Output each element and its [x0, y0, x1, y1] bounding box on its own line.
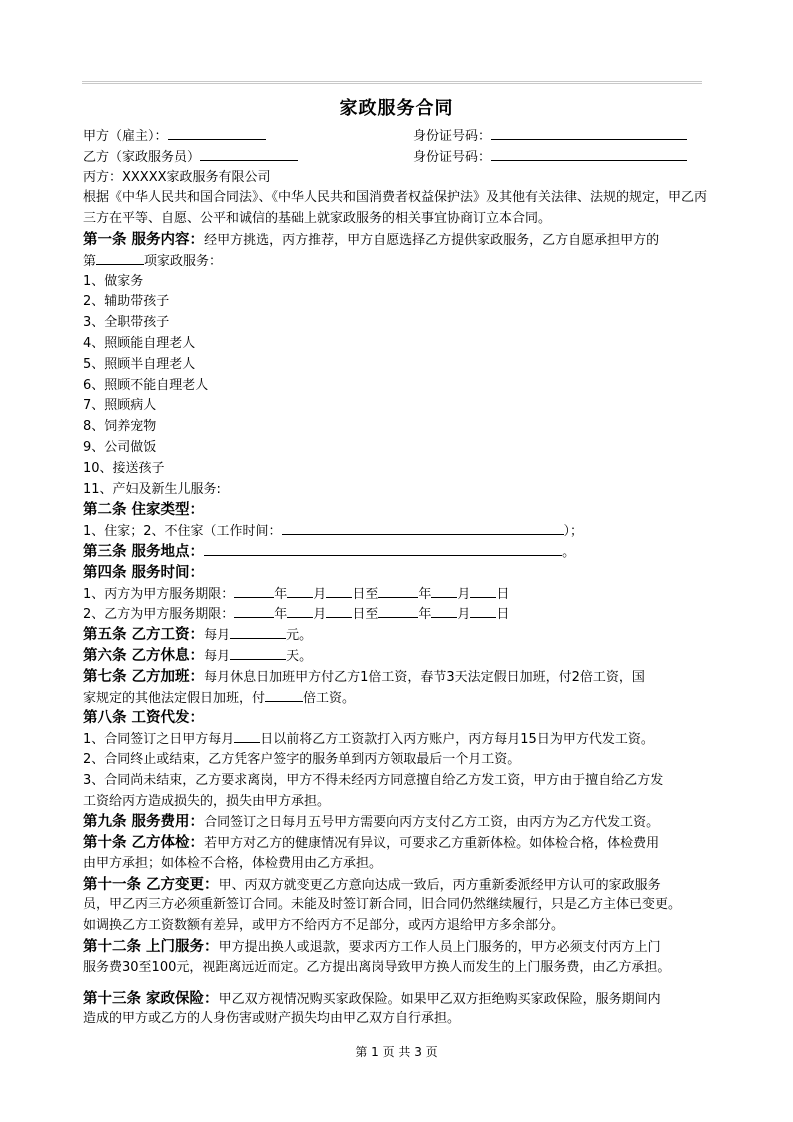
blank — [287, 584, 313, 598]
article-4-heading: 第四条 服务时间： — [83, 564, 205, 581]
month-label: 月 — [313, 607, 327, 623]
article-1-text: 经甲方挑选，丙方推荐，甲方自愿选择乙方提供家政服务，乙方自愿承担甲方的 — [204, 232, 660, 248]
article-10-text-2: 由甲方承担；如体检不合格，体检费用由乙方承担。 — [83, 855, 383, 871]
service-item: 3、全职带孩子 — [83, 315, 170, 331]
month-label: 月 — [313, 586, 327, 602]
month-label: 月 — [457, 586, 471, 602]
article-12-heading: 第十二条 上门服务： — [83, 939, 219, 956]
article-7-heading: 第七条 乙方加班： — [83, 668, 205, 685]
article-8-line-4: 工资给丙方造成损失的，损失由甲方承担。 — [83, 793, 331, 809]
pay-day-blank — [234, 729, 260, 743]
term-2-label: 2、乙方为甲方服务期限： — [83, 607, 235, 623]
service-item: 4、照顾能自理老人 — [83, 335, 196, 351]
service-item: 2、辅助带孩子 — [83, 294, 170, 310]
day-label: 日 — [496, 607, 510, 623]
id-blank-a — [491, 126, 687, 140]
party-a-blank — [168, 126, 266, 140]
article-7-end: 倍工资。 — [303, 690, 356, 706]
year-label: 年 — [418, 607, 432, 623]
party-b-label: 乙方（家政服务员） — [83, 149, 201, 165]
article-6-heading: 第六条 乙方休息： — [83, 647, 205, 664]
article-9-text: 合同签订之日每月五号甲方需要向丙方支付乙方工资，由丙方为乙方代发工资。 — [204, 815, 660, 831]
party-b-line — [83, 147, 713, 168]
article-7-text: 每月休息日加班甲方付乙方1倍工资，春节3天法定假日加班，付2倍工资，国 — [204, 669, 645, 685]
work-time-blank — [282, 521, 564, 535]
salary-blank — [230, 625, 286, 639]
term-line-1 — [83, 584, 713, 605]
article-12-text: 甲方提出换人或退款，要求丙方工作人员上门服务的，甲方必须支付丙方上门 — [218, 940, 661, 956]
contract-body — [83, 126, 713, 1030]
article-13-text: 甲乙双方视情况购买家政保险。如果甲乙双方拒绝购买家政保险，服务期间内 — [218, 991, 661, 1007]
month-label: 月 — [457, 607, 471, 623]
article-11-heading: 第十一条 乙方变更： — [83, 876, 219, 893]
article-2-text: 1、住家；2、不住家（工作时间： — [83, 524, 282, 540]
article-5-end: 元。 — [286, 628, 313, 644]
service-item: 10、接送孩子 — [83, 460, 165, 476]
article-5-text: 每月 — [204, 628, 231, 644]
article-1-prefix: 第 — [83, 253, 97, 269]
article-3-end: 。 — [562, 544, 576, 560]
blank — [431, 584, 457, 598]
party-a-label: 甲方（雇主）： — [83, 129, 168, 144]
blank — [234, 584, 274, 598]
service-item: 8、饲养宠物 — [83, 419, 157, 435]
article-3-heading: 第三条 服务地点： — [83, 543, 205, 560]
blank — [287, 604, 313, 618]
id-label-a: 身份证号码： — [413, 129, 492, 144]
blank — [326, 584, 352, 598]
article-6-end: 天。 — [286, 648, 313, 664]
article-13-text-2: 造成的甲方或乙方的人身伤害或财产损失均由甲乙双方自行承担。 — [83, 1011, 461, 1027]
blank — [326, 604, 352, 618]
article-8-line-1-end: 日以前将乙方工资款打入丙方账户，丙方每月15日为甲方代发工资。 — [260, 732, 654, 748]
article-11-text-2: 员，甲乙丙三方必须重新签订合同。未能及时签订新合同，旧合同仍然继续履行，只是乙方主体已变更。 — [83, 897, 682, 913]
to-label: 日至 — [352, 586, 379, 602]
blank — [234, 604, 274, 618]
service-item: 7、照顾病人 — [83, 398, 157, 414]
article-1-blank — [96, 251, 144, 265]
article-5-heading: 第五条 乙方工资： — [83, 627, 205, 644]
article-8-line-2: 2、合同终止或结束，乙方凭客户签字的服务单到丙方领取最后一个月工资。 — [83, 751, 521, 767]
article-11-text-3: 如调换乙方工资数额有差异，或甲方不给丙方不足部分，或丙方退给甲方多余部分。 — [83, 918, 565, 934]
article-1-suffix: 项家政服务： — [144, 253, 223, 269]
service-location-blank — [204, 542, 562, 556]
article-1-heading: 第一条 服务内容： — [83, 231, 205, 248]
to-label: 日至 — [352, 607, 379, 623]
service-item: 6、照顾不能自理老人 — [83, 377, 209, 393]
article-2-end: ）； — [563, 524, 584, 540]
overtime-multiple-blank — [265, 688, 303, 702]
blank — [431, 604, 457, 618]
id-label-b: 身份证号码： — [413, 149, 492, 165]
service-item: 11、产妇及新生儿服务: — [83, 481, 221, 497]
article-8-line-3: 3、合同尚未结束，乙方要求离岗，甲方不得未经丙方同意擅自给乙方发工资，甲方由于擅自给乙方发 — [83, 772, 664, 788]
page-footer: 第 1 页 共 3 页 — [355, 1045, 438, 1059]
year-label: 年 — [274, 607, 288, 623]
year-label: 年 — [274, 586, 288, 602]
term-1-label: 1、丙方为甲方服务期限： — [83, 586, 235, 602]
year-label: 年 — [418, 586, 432, 602]
day-label: 日 — [496, 586, 510, 602]
intro-paragraph: 根据《中华人民共和国合同法》、《中华人民共和国消费者权益保护法》及其他有关法律、法规的规定，甲乙丙三方在平等、自愿、公平和诚信的基础上就家政服务的相关事宜协商订立本合同。 — [83, 190, 708, 227]
blank — [470, 604, 496, 618]
article-13-heading: 第十三条 家政保险： — [83, 990, 219, 1007]
article-6-text: 每月 — [204, 648, 231, 664]
service-item: 1、做家务 — [83, 273, 144, 289]
article-10-heading: 第十条 乙方体检： — [83, 835, 205, 852]
article-9-heading: 第九条 服务费用： — [83, 814, 205, 831]
blank — [378, 584, 418, 598]
service-item: 5、照顾半自理老人 — [83, 356, 196, 372]
service-item: 9、公司做饭 — [83, 439, 157, 455]
id-blank-b — [491, 147, 687, 161]
article-10-text: 若甲方对乙方的健康情况有异议，可要求乙方重新体检。如体检合格，体检费用 — [204, 836, 660, 852]
party-b-blank — [200, 147, 298, 161]
blank — [378, 604, 418, 618]
article-8-heading: 第八条 工资代发： — [83, 710, 205, 727]
article-2-heading: 第二条 住家类型： — [83, 502, 205, 519]
document-title: 家政服务合同 — [339, 98, 454, 119]
term-line-2 — [83, 604, 713, 625]
blank — [470, 584, 496, 598]
article-12-text-2: 服务费30至100元，视距离远近而定。乙方提出离岗导致甲方换人而发生的上门服务费，由乙方承担。 — [83, 959, 671, 975]
service-items — [83, 272, 713, 501]
article-8-line-1: 1、合同签订之日甲方每月 — [83, 732, 235, 748]
party-a-line — [83, 126, 713, 147]
article-11-text: 甲、丙双方就变更乙方意向达成一致后，丙方重新委派经甲方认可的家政服务 — [218, 877, 661, 893]
rest-days-blank — [230, 646, 286, 660]
article-7-text-2: 家规定的其他法定假日加班，付 — [83, 690, 266, 706]
header-rule — [82, 81, 702, 84]
party-c-line: 丙方：XXXXX家政服务有限公司 — [83, 169, 271, 185]
